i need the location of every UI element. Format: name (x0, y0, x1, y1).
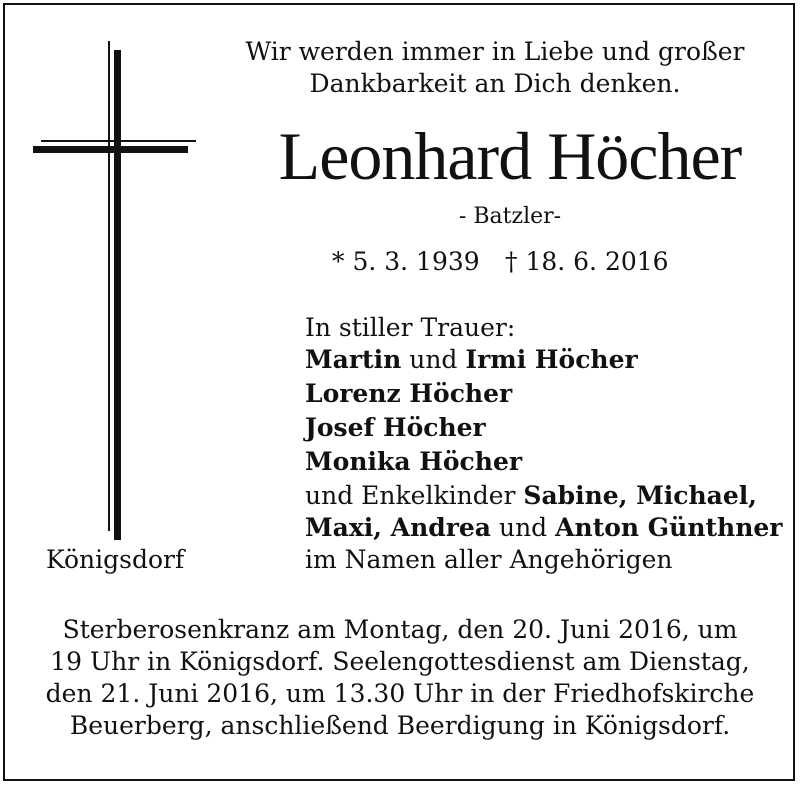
deceased-name: Leonhard Höcher (278, 118, 742, 194)
mourner-line: Martin und Irmi Höcher (305, 345, 638, 374)
death-date: † 18. 6. 2016 (505, 247, 669, 276)
mourner-line: Maxi, Andrea und Anton Günthner (305, 513, 783, 542)
funeral-notice-line: den 21. Juni 2016, um 13.30 Uhr in der Friedhofskirche (45, 679, 755, 708)
funeral-notice-line: 19 Uhr in Königsdorf. Seelengottesdienst am Dienstag, (50, 647, 750, 676)
place-name: Königsdorf (46, 545, 185, 574)
funeral-notice-line: Beuerberg, anschließend Beerdigung in Königsdorf. (69, 711, 731, 740)
mourners-intro: In stiller Trauer: (305, 313, 516, 342)
mourner-line: Monika Höcher (305, 447, 523, 476)
deceased-nickname: - Batzler- (458, 204, 562, 229)
mourner-line: Lorenz Höcher (305, 379, 513, 408)
mourner-line: und Enkelkinder Sabine, Michael, (305, 481, 757, 510)
mourner-line: Josef Höcher (305, 413, 486, 442)
epitaph-line-1: Wir werden immer in Liebe und großer (245, 37, 745, 66)
funeral-notice-line: Sterberosenkranz am Montag, den 20. Juni 2016, um (62, 615, 738, 644)
epitaph-line-2: Dankbarkeit an Dich denken. (309, 69, 681, 98)
mourners-closing: im Namen aller Angehörigen (305, 545, 673, 574)
birth-date: * 5. 3. 1939 (332, 247, 480, 276)
